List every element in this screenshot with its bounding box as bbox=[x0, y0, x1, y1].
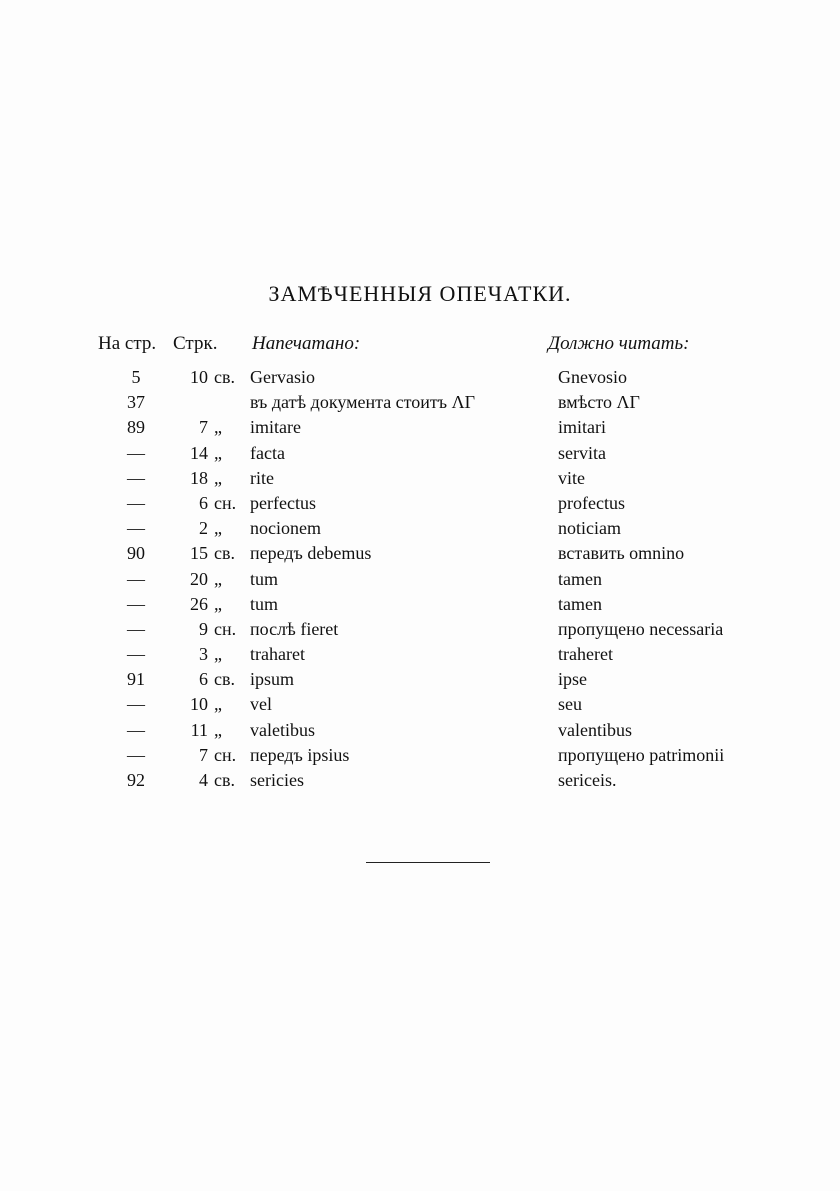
errata-table bbox=[0, 365, 840, 793]
cell-page: — bbox=[127, 593, 145, 614]
cell-printed: tum bbox=[250, 568, 279, 589]
cell-should-read: valentibus bbox=[558, 719, 632, 740]
cell-position: сн. bbox=[214, 744, 237, 765]
cell-line: 20 bbox=[190, 568, 208, 589]
cell-printed: vel bbox=[250, 694, 272, 715]
cell-line: 15 bbox=[190, 543, 208, 564]
table-row bbox=[0, 768, 840, 793]
cell-line: 10 bbox=[190, 367, 208, 387]
table-row bbox=[0, 441, 840, 466]
cell-position: св. bbox=[214, 770, 235, 790]
cell-printed: facta bbox=[250, 442, 285, 463]
cell-should-read: noticiam bbox=[558, 518, 621, 539]
cell-position: сн. bbox=[214, 618, 237, 639]
cell-line: 10 bbox=[190, 694, 208, 715]
cell-line: 7 bbox=[199, 417, 208, 438]
table-row bbox=[0, 541, 840, 566]
cell-should-read: sericeis. bbox=[558, 770, 617, 790]
cell-line: 11 bbox=[190, 719, 208, 740]
cell-should-read: пропущено necessaria bbox=[558, 618, 724, 639]
cell-position: „ bbox=[214, 719, 222, 740]
cell-should-read: Gnevosio bbox=[558, 367, 627, 387]
table-row bbox=[0, 567, 840, 592]
cell-line: 6 bbox=[199, 492, 208, 513]
table-row bbox=[0, 692, 840, 717]
cell-should-read: vite bbox=[558, 467, 585, 488]
cell-page: 91 bbox=[127, 669, 145, 690]
cell-page: — bbox=[127, 492, 145, 513]
cell-position: „ bbox=[214, 467, 222, 488]
cell-page: — bbox=[127, 467, 145, 488]
cell-position: „ bbox=[214, 442, 222, 463]
cell-should-read: imitari bbox=[558, 417, 606, 438]
cell-page: 37 bbox=[127, 392, 145, 413]
cell-position: св. bbox=[214, 543, 235, 564]
cell-position: „ bbox=[214, 518, 222, 539]
cell-position: „ bbox=[214, 568, 222, 589]
table-row bbox=[0, 667, 840, 692]
table-row bbox=[0, 415, 840, 440]
cell-should-read: tamen bbox=[558, 568, 602, 589]
cell-printed: передъ debemus bbox=[250, 543, 372, 564]
cell-printed: traharet bbox=[250, 644, 305, 665]
cell-page: — bbox=[127, 719, 145, 740]
cell-line: 2 bbox=[199, 518, 208, 539]
cell-printed: rite bbox=[250, 467, 274, 488]
cell-printed: въ датѣ документа стоитъ ΛΓ bbox=[250, 392, 476, 413]
cell-printed: valetibus bbox=[250, 719, 315, 740]
cell-position: „ bbox=[214, 593, 222, 614]
cell-should-read: traheret bbox=[558, 644, 613, 665]
cell-printed: Gervasio bbox=[250, 367, 315, 387]
cell-position: „ bbox=[214, 694, 222, 715]
cell-printed: perfectus bbox=[250, 492, 316, 513]
table-row bbox=[0, 617, 840, 642]
cell-page: — bbox=[127, 568, 145, 589]
cell-position: „ bbox=[214, 644, 222, 665]
header-should-read: Должно читать: bbox=[548, 333, 690, 354]
cell-printed: tum bbox=[250, 593, 279, 614]
closing-rule bbox=[366, 862, 490, 863]
cell-page: — bbox=[127, 618, 145, 639]
cell-page: 90 bbox=[127, 543, 145, 564]
cell-line: 7 bbox=[199, 744, 208, 765]
cell-line: 9 bbox=[199, 618, 208, 639]
header-line: Стрк. bbox=[173, 333, 218, 354]
table-row bbox=[0, 718, 840, 743]
cell-page: — bbox=[127, 744, 145, 765]
cell-line: 26 bbox=[190, 593, 208, 614]
cell-position: „ bbox=[214, 417, 222, 438]
page-title: ЗАМѢЧЕННЫЯ ОПЕЧАТКИ. bbox=[268, 281, 572, 306]
cell-line: 14 bbox=[190, 442, 208, 463]
table-row bbox=[0, 390, 840, 415]
cell-printed: imitare bbox=[250, 417, 301, 438]
header-printed: Напечатано: bbox=[252, 333, 361, 354]
table-row bbox=[0, 491, 840, 516]
cell-should-read: ipse bbox=[558, 669, 587, 690]
cell-page: 5 bbox=[131, 367, 141, 387]
cell-printed: передъ ipsius bbox=[250, 744, 350, 765]
cell-printed: ipsum bbox=[250, 669, 295, 690]
table-row bbox=[0, 743, 840, 768]
cell-page: — bbox=[127, 644, 145, 665]
cell-page: — bbox=[127, 442, 145, 463]
cell-printed: nocionem bbox=[250, 518, 321, 539]
cell-should-read: вставить omnino bbox=[558, 543, 685, 564]
cell-line: 4 bbox=[199, 770, 208, 790]
cell-line: 18 bbox=[190, 467, 208, 488]
cell-should-read: profectus bbox=[558, 492, 625, 513]
cell-should-read: servita bbox=[558, 442, 606, 463]
cell-printed: послѣ fieret bbox=[250, 618, 339, 639]
cell-page: — bbox=[127, 694, 145, 715]
cell-should-read: seu bbox=[558, 694, 582, 715]
cell-page: 89 bbox=[127, 417, 145, 438]
cell-printed: sericies bbox=[250, 770, 304, 790]
cell-page: 92 bbox=[127, 770, 145, 790]
cell-should-read: tamen bbox=[558, 593, 602, 614]
cell-should-read: пропущено patrimonii bbox=[558, 744, 725, 765]
table-row bbox=[0, 466, 840, 491]
cell-should-read: вмѣсто ΛΓ bbox=[558, 392, 640, 413]
cell-line: 3 bbox=[199, 644, 208, 665]
header-page: На стр. bbox=[98, 333, 157, 354]
table-row bbox=[0, 516, 840, 541]
cell-line: 6 bbox=[199, 669, 208, 690]
cell-position: сн. bbox=[214, 492, 237, 513]
table-row bbox=[0, 365, 840, 390]
table-row bbox=[0, 642, 840, 667]
cell-position: св. bbox=[214, 367, 235, 387]
cell-position: св. bbox=[214, 669, 235, 690]
cell-page: — bbox=[127, 518, 145, 539]
table-row bbox=[0, 592, 840, 617]
